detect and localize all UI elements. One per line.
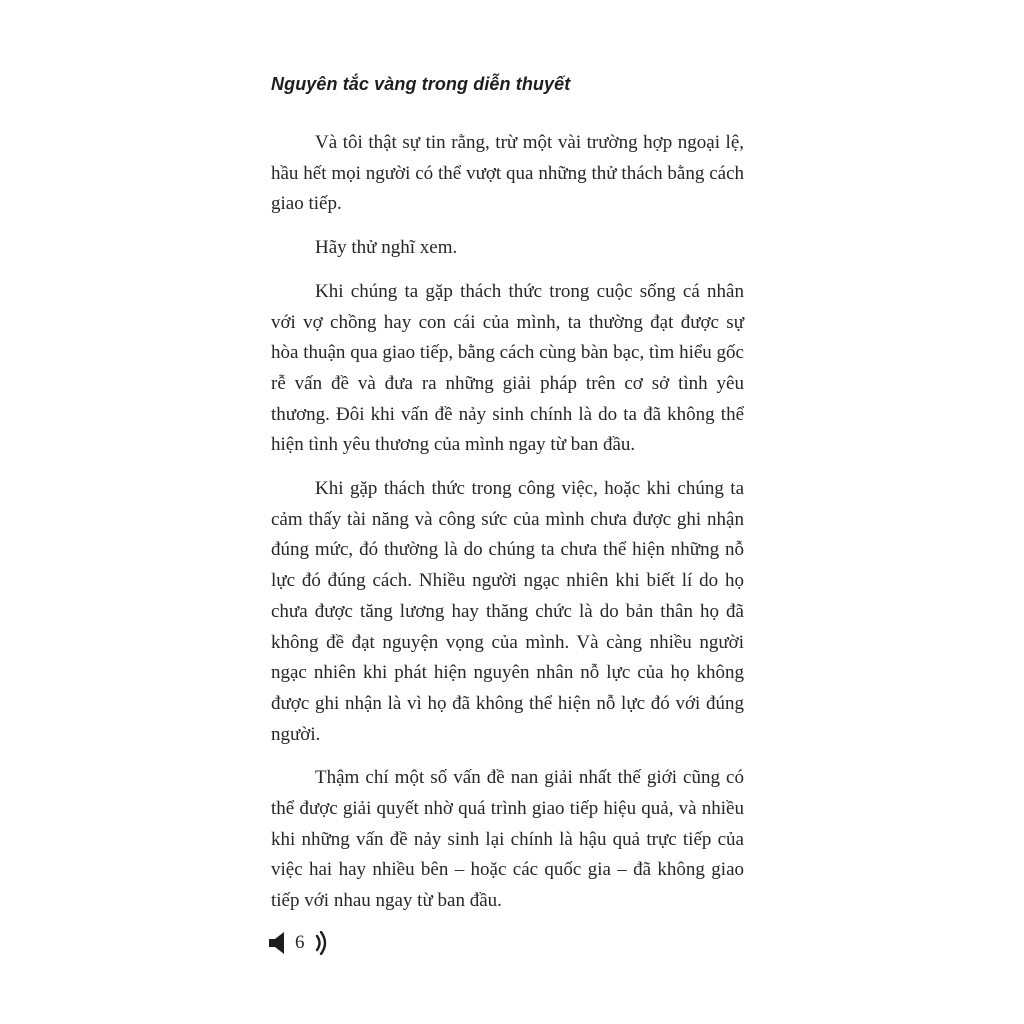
body-text (271, 128, 744, 930)
page-folio (269, 931, 329, 955)
paragraph-3: Khi chúng ta gặp thách thức trong cuộc sống cá nhân với vợ chồng hay con cái của mình, ta thường đạt được sự hòa thuận qua giao tiếp, bằng cách cùng bàn bạc, tìm hiểu gốc rễ vấn đề và đưa ra những giải pháp trên cơ sở tình yêu thương. Đôi khi vấn đề nảy sinh chính là do ta đã không thể hiện tình yêu thương của mình ngay từ ban đầu. (271, 280, 744, 456)
paragraph-5: Thậm chí một số vấn đề nan giải nhất thế giới cũng có thể được giải quyết nhờ quá trình giao tiếp hiệu quả, và nhiều khi những vấn đề nảy sinh lại chính là hậu quả trực tiếp của việc hai hay nhiều bên – hoặc các quốc gia – đã không giao tiếp với nhau ngay từ ban đầu. (271, 767, 744, 912)
speaker-icon (269, 932, 285, 954)
running-header-title: Nguyên tắc vàng trong diễn thuyết (271, 74, 571, 94)
paragraph-2: Hãy thử nghĩ xem. (315, 237, 458, 259)
paragraph-1: Và tôi thật sự tin rằng, trừ một vài trường hợp ngoại lệ, hầu hết mọi người có thể vượt qua những thử thách bằng cách giao tiếp. (271, 132, 744, 215)
sound-waves-icon (315, 931, 329, 955)
paragraph-4: Khi gặp thách thức trong công việc, hoặc khi chúng ta cảm thấy tài năng và công sức của mình chưa được ghi nhận đúng mức, đó thường là do chúng ta chưa thể hiện những nỗ lực đó đúng cách. Nhiều người ngạc nhiên khi biết lí do họ chưa được tăng lương hay thăng chức là do bản thân họ đã không đề đạt nguyện vọng của mình. Và càng nhiều người ngạc nhiên khi phát hiện nguyên nhân nỗ lực của họ không được ghi nhận là vì họ đã không thể hiện nỗ lực đó với đúng người. (271, 478, 744, 745)
page-number: 6 (295, 932, 305, 953)
